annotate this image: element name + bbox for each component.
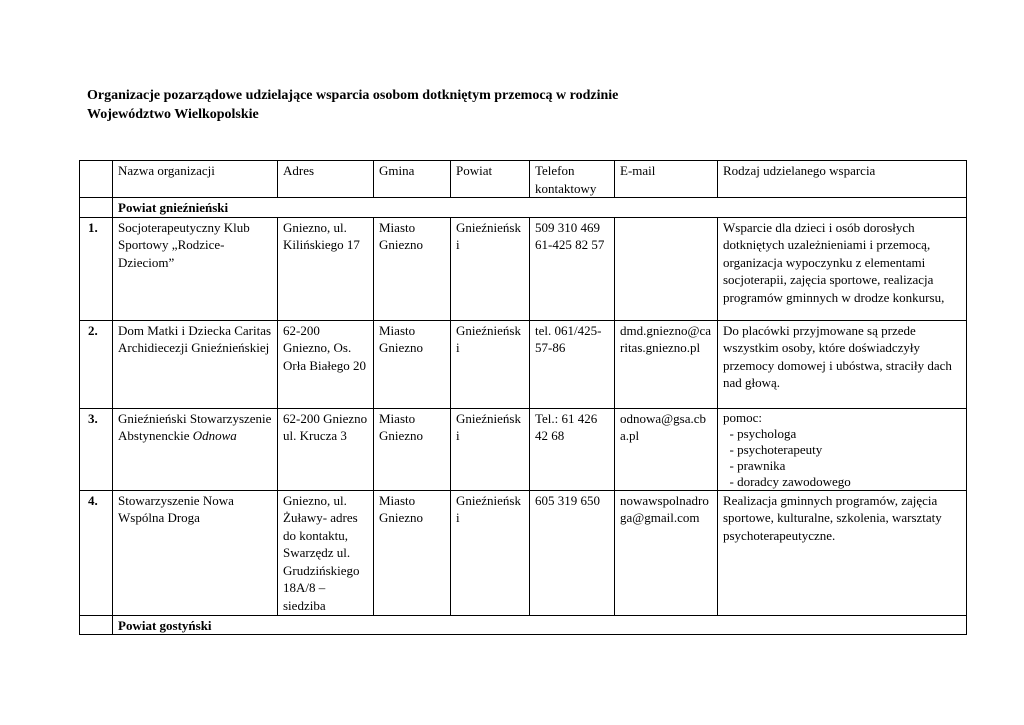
table-row (80, 490, 967, 615)
org-support: Realizacja gminnych programów, zajęcia sportowe, kulturalne, szkolenia, warsztaty psychoterapeutyczne. (718, 490, 967, 615)
org-name: Stowarzyszenie Nowa Wspólna Droga (113, 490, 278, 615)
support-intro: pomoc: (723, 409, 762, 425)
header-cell-powiat: Powiat (451, 161, 530, 198)
org-email: dmd.gniezno@caritas.gniezno.pl (615, 320, 718, 408)
document-title (87, 86, 618, 124)
org-powiat: Gnieźnieński (451, 490, 530, 615)
org-email (615, 217, 718, 320)
org-powiat: Gnieźnieński (451, 320, 530, 408)
org-support: Wsparcie dla dzieci i osób dorosłych dotkniętych uzależnieniami i przemocą, organizacja wypoczynku z elementami socjoterapii, zajęcia sportowe, realizacja programów gminnych w drodze konkursu, (718, 217, 967, 320)
header-cell-support: Rodzaj udzielanego wsparcia (718, 161, 967, 198)
org-phone: 605 319 650 (530, 490, 615, 615)
org-name: Dom Matki i Dziecka Caritas Archidiecezji Gnieźnieńskiej (113, 320, 278, 408)
table-row (80, 320, 967, 408)
header-cell-phone: Telefon kontaktowy (530, 161, 615, 198)
org-powiat: Gnieźnieński (451, 408, 530, 490)
org-email: odnowa@gsa.cb a.pl (615, 408, 718, 490)
org-address: Gniezno, ul. Kilińskiego 17 (278, 217, 374, 320)
org-powiat: Gnieźnieński (451, 217, 530, 320)
org-gmina: Miasto Gniezno (374, 490, 451, 615)
org-phone: Tel.: 61 426 42 68 (530, 408, 615, 490)
org-address: 62-200 Gniezno ul. Krucza 3 (278, 408, 374, 490)
section-title: Powiat gnieźnieński (113, 198, 967, 218)
section-title: Powiat gostyński (113, 615, 967, 635)
org-name-italic: Odnowa (192, 428, 237, 443)
support-list: - psychologa - psychoterapeuty - prawnika - doradcy zawodowego (729, 425, 851, 489)
org-support (718, 408, 967, 490)
section-num-cell (80, 198, 113, 218)
org-address: 62-200 Gniezno, Os. Orła Białego 20 (278, 320, 374, 408)
row-number: 4. (80, 490, 113, 615)
section-row (80, 615, 967, 635)
org-phone: 509 310 469 61-425 82 57 (530, 217, 615, 320)
header-cell-gmina: Gmina (374, 161, 451, 198)
table-row (80, 217, 967, 320)
org-gmina: Miasto Gniezno (374, 217, 451, 320)
title-line-1: Organizacje pozarządowe udzielające wsparcia osobom dotkniętym przemocą w rodzinie (87, 88, 619, 103)
header-cell-num (80, 161, 113, 198)
section-row (80, 198, 967, 218)
table-row (80, 408, 967, 490)
header-cell-address: Adres (278, 161, 374, 198)
org-support: Do placówki przyjmowane są przede wszystkim osoby, które doświadczyły przemocy domowej i ubóstwa, straciły dach nad głową. (718, 320, 967, 408)
row-number: 3. (80, 408, 113, 490)
section-num-cell (80, 615, 113, 635)
row-number: 2. (80, 320, 113, 408)
org-phone: tel. 061/425-57-86 (530, 320, 615, 408)
row-number: 1. (80, 217, 113, 320)
header-row (80, 161, 967, 198)
org-name-main: Gnieźnieński Stowarzyszenie Abstynenckie (118, 410, 272, 443)
organizations-table (79, 160, 967, 635)
org-gmina: Miasto Gniezno (374, 408, 451, 490)
header-cell-email: E-mail (615, 161, 718, 198)
header-cell-name: Nazwa organizacji (113, 161, 278, 198)
org-name (113, 408, 278, 490)
org-gmina: Miasto Gniezno (374, 320, 451, 408)
title-line-2: Województwo Wielkopolskie (87, 107, 259, 122)
org-address: Gniezno, ul. Żuławy- adres do kontaktu, Swarzędz ul. Grudzińskiego 18A/8 – siedziba (278, 490, 374, 615)
org-name: Socjoterapeutyczny Klub Sportowy „Rodzice-Dzieciom” (113, 217, 278, 320)
org-email: nowawspolnadroga@gmail.com (615, 490, 718, 615)
